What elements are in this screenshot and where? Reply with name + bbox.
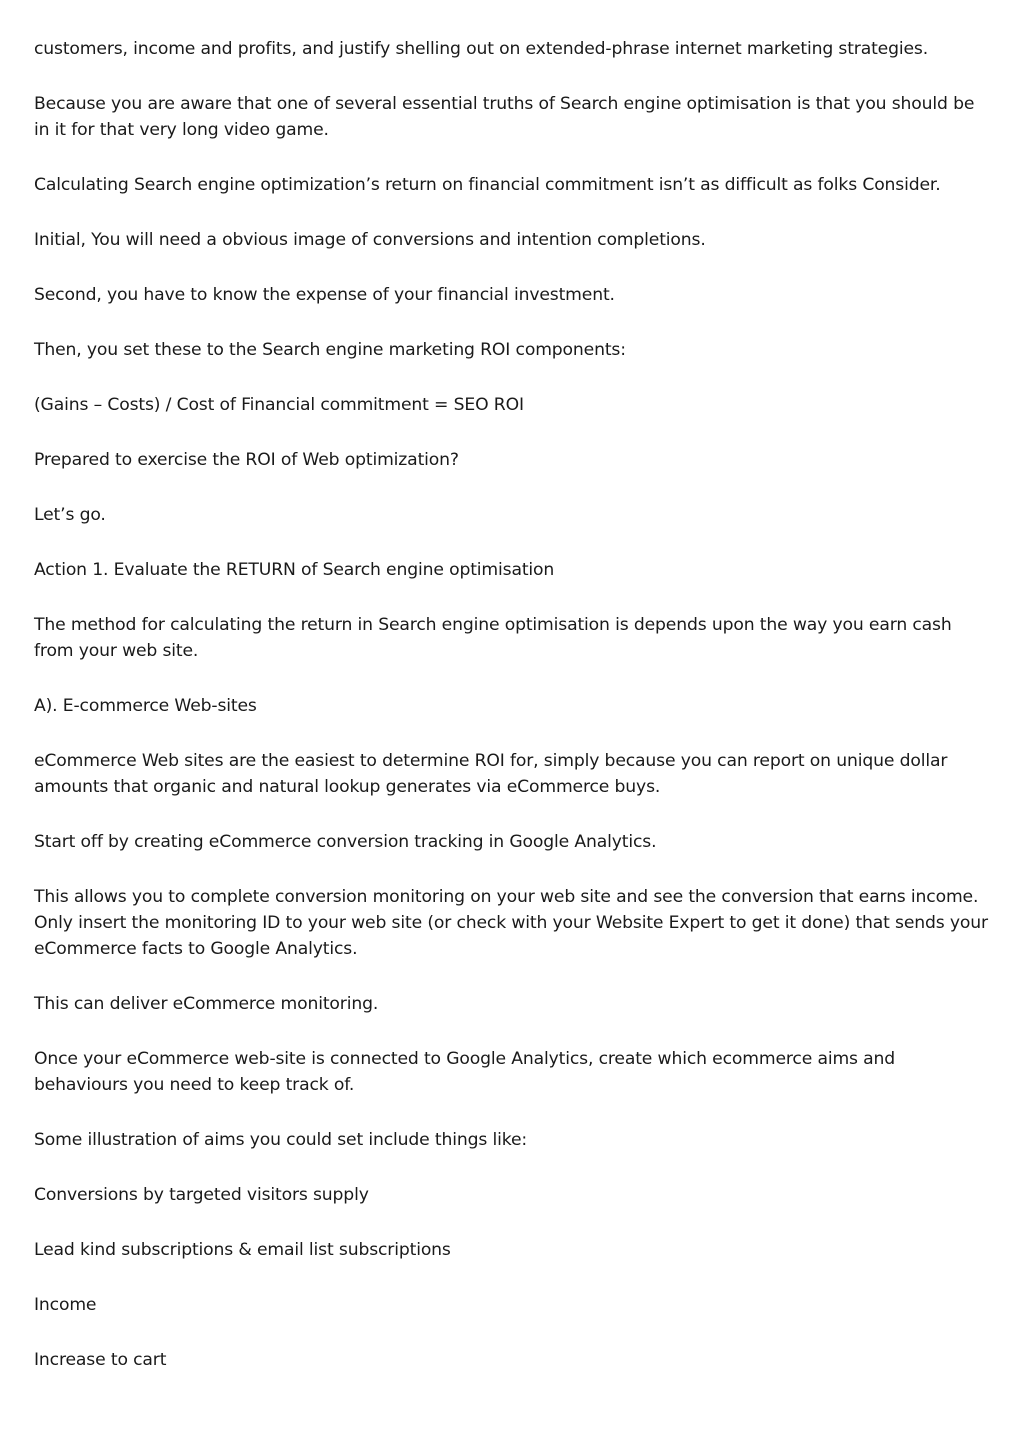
paragraph: This allows you to complete conversion monitoring on your web site and see the conversion that earns income. Only insert the monitoring ID to your web site (or check with your Website Expert to get it done) that sends your eCommerce facts to Google Analytics. bbox=[34, 887, 988, 959]
document-body bbox=[34, 36, 994, 1402]
list-item: Income bbox=[34, 1295, 97, 1315]
list-item: Conversions by targeted visitors supply bbox=[34, 1185, 369, 1205]
paragraph: The method for calculating the return in Search engine optimisation is depends upon the way you earn cash from your web site. bbox=[34, 615, 952, 661]
paragraph: Initial, You will need a obvious image of conversions and intention completions. bbox=[34, 230, 706, 250]
paragraph: Let’s go. bbox=[34, 505, 106, 525]
list-item: Lead kind subscriptions & email list subscriptions bbox=[34, 1240, 451, 1260]
paragraph: Some illustration of aims you could set include things like: bbox=[34, 1130, 528, 1150]
paragraph: Because you are aware that one of several essential truths of Search engine optimisation is that you should be in it for that very long video game. bbox=[34, 94, 975, 140]
paragraph: Second, you have to know the expense of your financial investment. bbox=[34, 285, 615, 305]
paragraph: Then, you set these to the Search engine marketing ROI components: bbox=[34, 340, 626, 360]
subsection-heading: A). E-commerce Web-sites bbox=[34, 696, 257, 716]
paragraph: customers, income and profits, and justify shelling out on extended-phrase internet marketing strategies. bbox=[34, 39, 929, 59]
paragraph: Once your eCommerce web-site is connected to Google Analytics, create which ecommerce aims and behaviours you need to keep track of. bbox=[34, 1049, 896, 1095]
paragraph: Calculating Search engine optimization’s return on financial commitment isn’t as difficult as folks Consider. bbox=[34, 175, 941, 195]
formula: (Gains – Costs) / Cost of Financial commitment = SEO ROI bbox=[34, 395, 524, 415]
paragraph: Prepared to exercise the ROI of Web optimization? bbox=[34, 450, 459, 470]
paragraph: eCommerce Web sites are the easiest to determine ROI for, simply because you can report on unique dollar amounts that organic and natural lookup generates via eCommerce buys. bbox=[34, 751, 948, 797]
section-heading: Action 1. Evaluate the RETURN of Search engine optimisation bbox=[34, 560, 555, 580]
paragraph: This can deliver eCommerce monitoring. bbox=[34, 994, 379, 1014]
list-item: Increase to cart bbox=[34, 1350, 167, 1370]
paragraph: Start off by creating eCommerce conversion tracking in Google Analytics. bbox=[34, 832, 657, 852]
